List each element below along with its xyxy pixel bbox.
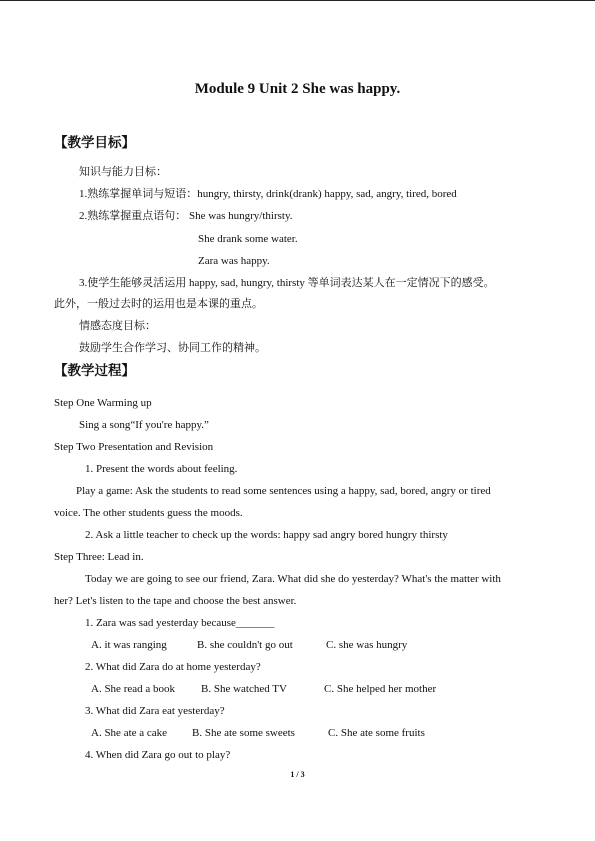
question-3: 3. What did Zara eat yesterday?: [85, 705, 225, 717]
step-three-heading: Step Three: Lead in.: [54, 551, 144, 563]
question-2-option-b: B. She watched TV: [201, 683, 287, 695]
section-heading-process: 【教学过程】: [54, 363, 135, 378]
step-two-item-2: 2. Ask a little teacher to check up the words: happy sad angry bored hungry thirsty: [85, 529, 448, 541]
goal-item-2-sentence-3: Zara was happy.: [198, 255, 270, 267]
question-1: 1. Zara was sad yesterday because_______: [85, 617, 275, 629]
question-3-option-c: C. She ate some fruits: [328, 727, 425, 739]
question-1-option-c: C. she was hungry: [326, 639, 408, 651]
game-text-line-1: Play a game: Ask the students to read some sentences using a happy, sad, bored, angry or tired: [76, 485, 491, 497]
page-title: Module 9 Unit 2 She was happy.: [194, 81, 401, 97]
game-text-line-2: voice. The other students guess the moods.: [54, 507, 243, 519]
step-one-heading: Step One Warming up: [54, 397, 152, 409]
lead-in-line-1: Today we are going to see our friend, Zara. What did she do yesterday? What's the matter with: [85, 573, 501, 585]
goal-item-2-sentence-2: She drank some water.: [198, 233, 298, 245]
emotion-goal-text: 鼓励学生合作学习、协同工作的精神。: [79, 342, 266, 354]
goal-item-3-line-1: 3.使学生能够灵活运用 happy, sad, hungry, thirsty 等单词表达某人在一定情况下的感受。: [79, 277, 495, 289]
lead-in-line-2: her? Let's listen to the tape and choose the best answer.: [54, 595, 297, 607]
question-2-option-a: A. She read a book: [91, 683, 176, 695]
section-heading-goals: 【教学目标】: [54, 135, 135, 150]
question-4: 4. When did Zara go out to play?: [85, 749, 231, 761]
question-1-option-a: A. it was ranging: [91, 639, 167, 651]
goal-item-1: 1.熟练掌握单词与短语：hungry, thirsty, drink(drank) happy, sad, angry, tired, bored: [79, 188, 457, 200]
knowledge-goal-label: 知识与能力目标：: [79, 166, 167, 178]
emotion-goal-label: 情感态度目标：: [79, 320, 156, 332]
question-2: 2. What did Zara do at home yesterday?: [85, 661, 261, 673]
question-3-option-b: B. She ate some sweets: [192, 727, 295, 739]
goal-item-3-line-2: 此外，一般过去时的运用也是本课的重点。: [54, 298, 263, 310]
page-number: 1 / 3: [290, 770, 305, 779]
question-3-option-a: A. She ate a cake: [91, 727, 168, 739]
question-2-option-c: C. She helped her mother: [324, 683, 437, 695]
step-two-heading: Step Two Presentation and Revision: [54, 441, 214, 453]
step-two-item-1: 1. Present the words about feeling.: [85, 463, 238, 475]
goal-item-2: 2.熟练掌握重点语句： She was hungry/thirsty.: [79, 210, 293, 222]
question-1-option-b: B. she couldn't go out: [197, 639, 293, 651]
step-one-text: Sing a song“If you're happy.”: [79, 419, 209, 431]
top-rule: [0, 0, 595, 1]
